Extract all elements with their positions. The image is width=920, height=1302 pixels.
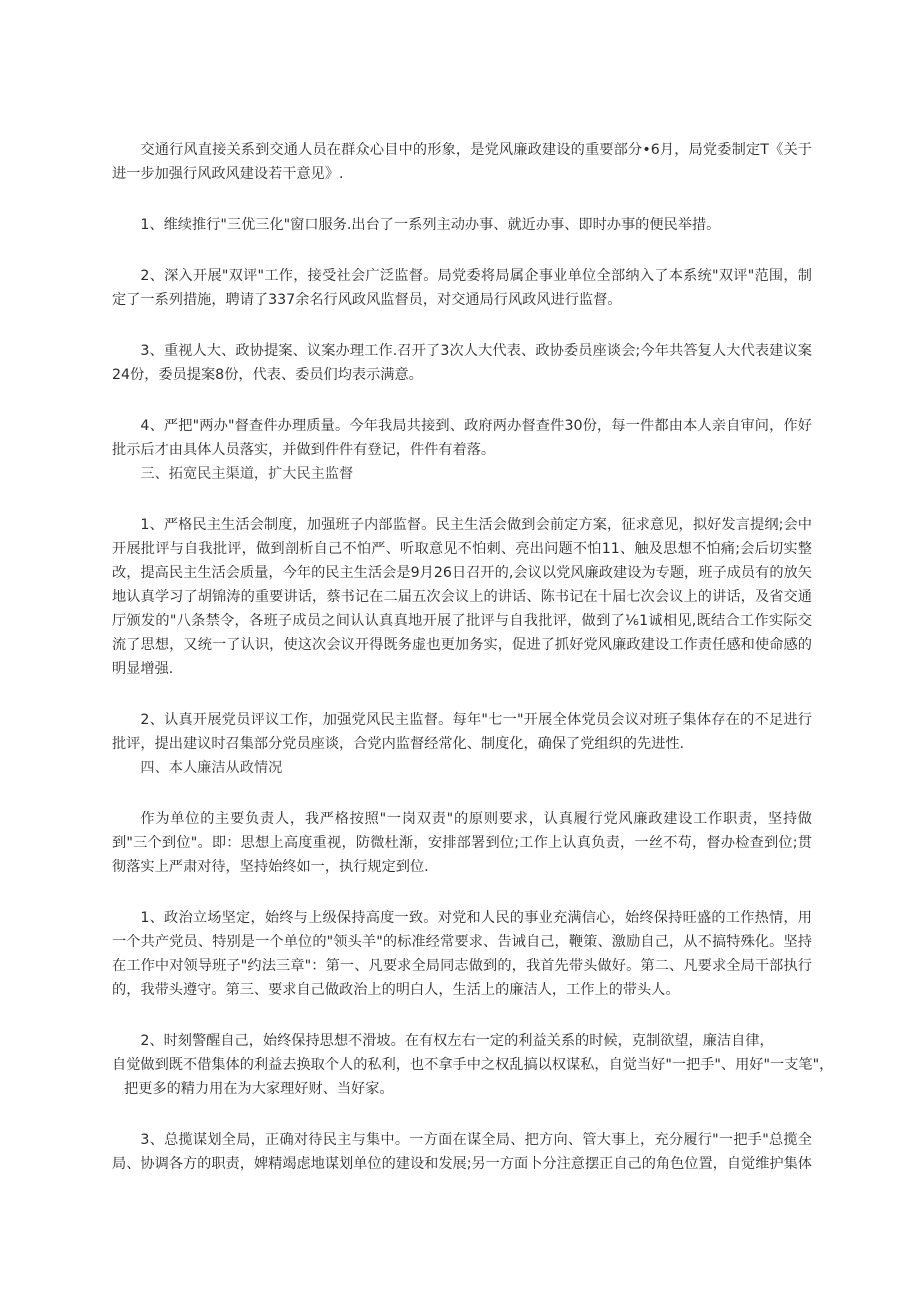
text-line: 2、时刻警醒自己，始终保持思想不滑坡。在有权左右一定的利益关系的时候，克制欲望，廉洁自律， (140, 1033, 774, 1049)
paragraph-intro: 交通行风直接关系到交通人员在群众心目中的形象，是党风廉政建设的重要部分•6月，局党委制定T《关于进一步加强行风政风建设若干意见》. (112, 142, 812, 182)
document-body (112, 138, 834, 1176)
text-line: 自觉做到既不借集体的利益去换取个人的私利，也不拿手中之权乱搞以权谋私，自觉当好"一把手"、用好"一支笔"， (112, 1057, 834, 1073)
paragraph-item-2: 2、深入开展"双评"工作，接受社会广泛监督。局党委将局属企事业单位全部纳入了本系统"双评"范围，制定了一系列措施，聘请了337余名行风政风监督员，对交通局行风政风进行监督。 (112, 268, 812, 308)
paragraph-political-stance: 1、政治立场坚定，始终与上级保持高度一致。对党和人民的事业充满信心，始终保持旺盛的工作热情，用一个共产党员、特别是一个单位的"领头羊"的标准经常要求、告诫自己，鞭策、激励自己，从不搞特殊化。坚持在工作中对领导班子"约法三章"：第一、凡要求全局同志做到的，我首先带头做好。第二、凡要求全局干部执行的，我带头遵守。第三、要求自己做政治上的明白人，生活上的廉洁人，工作上的带头人。 (112, 910, 812, 998)
text-line: 把更多的精力用在为大家理好财、当好家。 (124, 1081, 394, 1097)
paragraph-item-4: 4、严把"两办"督查件办理质量。今年我局共接到、政府两办督查件30份，每一件都由本人亲自审问，作好批示后才由具体人员落实，并做到件件有登记，件件有着落。 (112, 418, 812, 458)
paragraph-item-3: 3、重视人大、政协提案、议案办理工作.召开了3次人大代表、政协委员座谈会;今年共答复人大代表建议案24份，委员提案8份，代表、委员们均表示满意。 (112, 343, 812, 383)
paragraph-self-discipline (112, 1029, 834, 1101)
paragraph-democratic-life: 1、严格民主生活会制度，加强班子内部监督。民主生活会做到会前定方案，征求意见，拟好发言提纲;会中开展批评与自我批评，做到剖析自己不怕严、听取意见不怕刺、亮出问题不怕11、触及思想不怕痛;会后切实整改，提高民主生活会质量，今年的民主生活会是9月26日召开的,会议以党风廉政建设为专题，班子成员有的放矢地认真学习了胡锦涛的重要讲话，蔡书记在二届五次会议上的讲话、陈书记在十届七次会议上的讲话，及省交通厅颁发的"八条禁令，各班子成员之间认认真真地开展了批评与自我批评，做到了⅙1诚相见,既结合工作实际交流了思想，又统一了认识，使这次会议开得既务虚也更加务实，促进了抓好党风廉政建设工作责任感和使命感的明显增强. (112, 517, 812, 677)
paragraph-item-1: 1、维续推行"三优三化"窗口服务.出台了一系列主动办事、就近办事、即时办事的便民举措。 (140, 217, 721, 233)
section-heading-3: 三、拓宽民主渠道，扩大民主监督 (140, 466, 354, 482)
paragraph-responsibility: 作为单位的主要负责人，我严格按照"一岗双责"的原则要求，认真履行党风廉政建设工作职责，坚持做到"三个到位"。即：思想上高度重视，防微杜渐，安排部署到位;工作上认真负责，一丝不苟，督办检查到位;贯彻落实上严肃对待，坚持始终如一，执行规定到位. (112, 811, 812, 875)
paragraph-overall-planning: 3、总揽谋划全局，正确对待民主与集中。一方面在谋全局、把方向、管大事上，充分履行"一把手"总揽全局、协调各方的职责，婢精竭虑地谋划单位的建设和发展;另一方面卜分注意摆正自己的角色位置，自觉维护集体 (112, 1132, 812, 1172)
paragraph-party-review: 2、认真开展党员评议工作，加强党风民主监督。每年"七一"开展全体党员会议对班子集体存在的不足进行批评，提出建议时召集部分党员座谈，合党内监督经常化、制度化，确保了党组织的先进性. (112, 712, 812, 752)
section-heading-4: 四、本人廉洁从政情况 (140, 760, 283, 776)
